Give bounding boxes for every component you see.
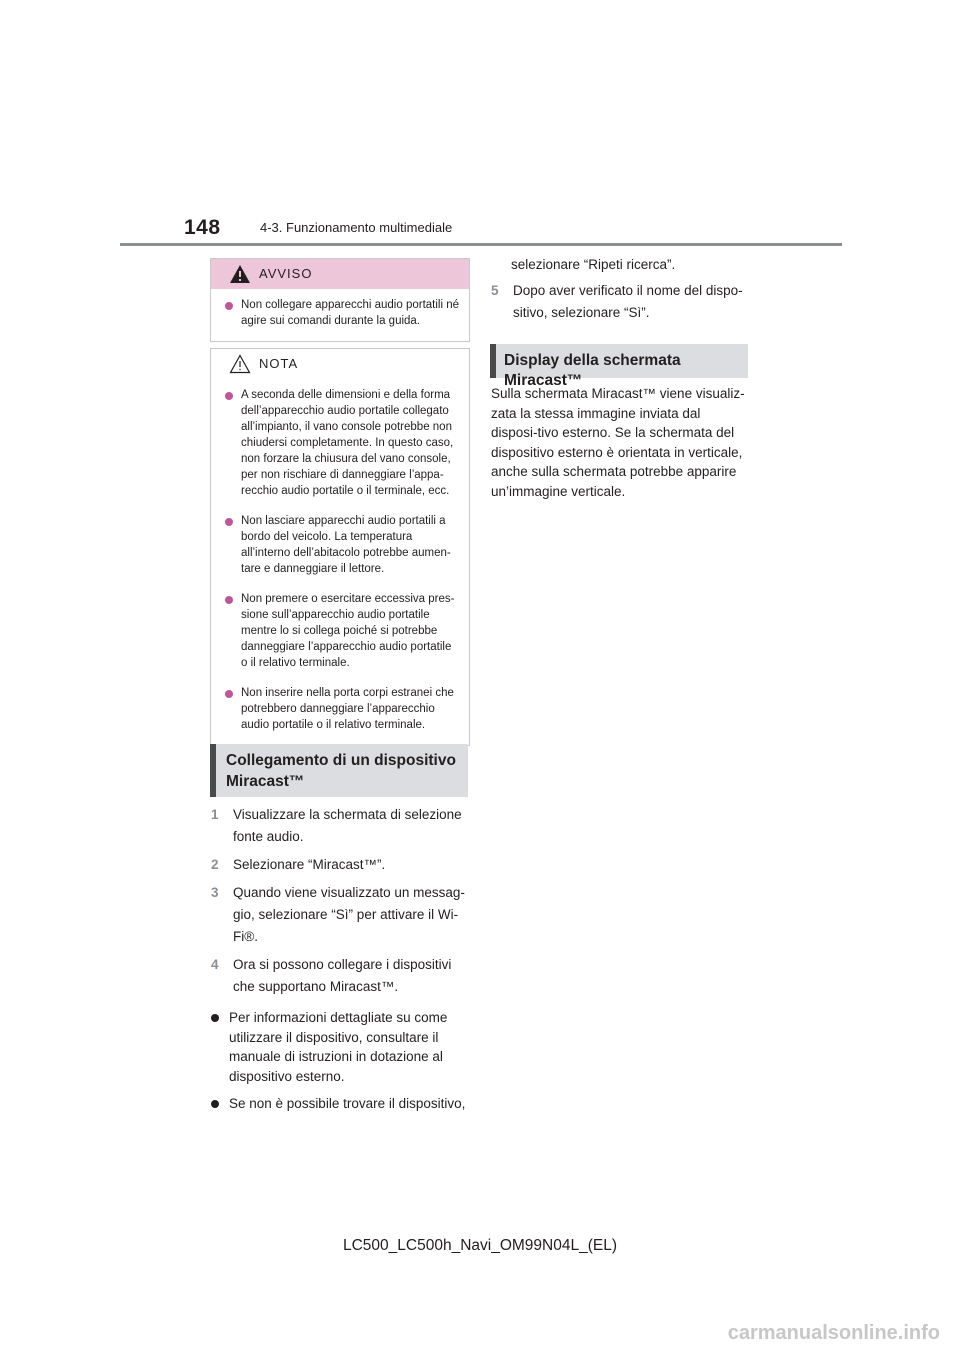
- display-paragraph: Sulla schermata Miracast™ viene visualiz-zata la stessa immagine inviata dal disposi-tivo esterno. Se la schermata del dispositivo esterno è orientata in verticale, anche sulla schermata potrebbe apparire un’immagine verticale.: [491, 386, 745, 499]
- step-item: 1 Visualizzare la schermata di selezione fonte audio.: [211, 807, 462, 844]
- step-item: 5 Dopo aver verificato il nome del dispo-sitivo, selezionare “Sì”.: [491, 283, 743, 320]
- bullet-item: Per informazioni dettagliate su come utilizzare il dispositivo, consultare il manuale di istruzioni in dotazione al dispositivo esterno.: [211, 1008, 467, 1086]
- bullet-dot-icon: [211, 1014, 219, 1022]
- bullet-dot-icon: [211, 1100, 219, 1108]
- section-title: 4-3. Funzionamento multimediale: [260, 220, 453, 235]
- note-item: Non premere o esercitare eccessiva pres-sione sull’apparecchio audio portatile mentre lo si collega poiché si potrebbe danneggiare l’apparecchio audio portatile o il relativo terminale.: [225, 591, 459, 671]
- warning-box-header: [211, 259, 469, 289]
- warning-box: [210, 258, 470, 342]
- steps-list: [211, 804, 467, 1114]
- watermark: carmanualsonline.info: [727, 1322, 940, 1344]
- bullet-dot-icon: [225, 596, 233, 604]
- continuation-text: selezionare “Ripeti ricerca”.: [511, 257, 676, 272]
- section-heading-display: Display della schermata Miracast™: [490, 344, 748, 378]
- step-item: 4 Ora si possono collegare i dispositivi che supportano Miracast™.: [211, 957, 452, 994]
- section-heading-connect: Collegamento di un dispositivo Miracast™: [210, 744, 468, 797]
- note-box: [210, 348, 470, 746]
- note-box-header: [211, 349, 469, 379]
- document-code: LC500_LC500h_Navi_OM99N04L_(EL): [342, 1237, 617, 1254]
- note-box-title: NOTA: [259, 356, 299, 371]
- note-item: A seconda delle dimensioni e della forma dell’apparecchio audio portatile collegato all’impianto, il vano console potrebbe non chiudersi completamente. In questo caso, non forzare la chiusura del vano console, per non rischiare di danneggiare l’appa-recchio audio portatile o il terminale, ecc.: [225, 387, 459, 499]
- note-item: Non lasciare apparecchi audio portatili a bordo del veicolo. La temperatura all’interno dell’abitacolo potrebbe aumen-tare e danneggiare il lettore.: [225, 513, 459, 577]
- warning-item: Non collegare apparecchi audio portatili né agire sui comandi durante la guida.: [225, 297, 459, 329]
- bullet-dot-icon: [225, 392, 233, 400]
- bullet-dot-icon: [225, 302, 233, 310]
- note-item: Non inserire nella porta corpi estranei che potrebbero danneggiare l’apparecchio audio portatile o il relativo terminale.: [225, 685, 459, 733]
- header-rule: [120, 243, 842, 246]
- bullet-dot-icon: [225, 518, 233, 526]
- step-item: 3 Quando viene visualizzato un messag-gio, selezionare “Sì” per attivare il Wi-Fi®.: [211, 885, 465, 944]
- bullet-item: Se non è possibile trovare il dispositivo,: [211, 1094, 467, 1114]
- warning-triangle-icon: [229, 264, 251, 284]
- warning-box-title: AVVISO: [259, 266, 313, 281]
- step-item: 2 Selezionare “Miracast™”.: [211, 857, 386, 872]
- caution-triangle-outline-icon: [229, 354, 251, 374]
- bullet-dot-icon: [225, 690, 233, 698]
- page-number: 148: [184, 216, 221, 239]
